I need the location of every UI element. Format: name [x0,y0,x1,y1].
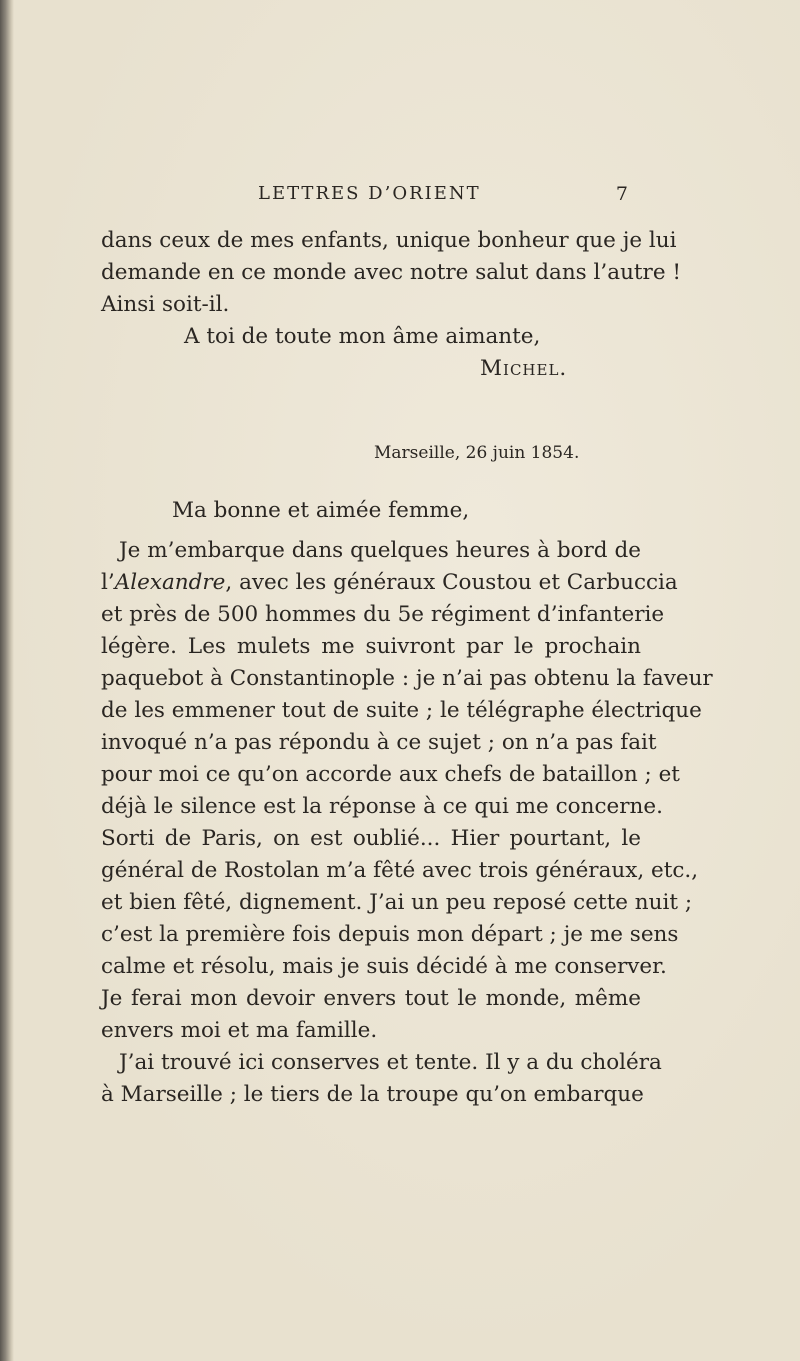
text-line: demande en ce monde avec notre salut dans l’autre ! [101,260,682,285]
page-number: 7 [615,183,628,205]
text-line: Je m’embarque dans quelques heures à bord de [119,538,641,563]
text-line: J’ai trouvé ici conserves et tente. Il y a du choléra [119,1050,662,1075]
text-line: c’est la première fois depuis mon départ ; je me sens [101,922,679,947]
closing-line: A toi de toute mon âme aimante, [184,324,541,349]
text-line: calme et résolu, mais je suis décidé à me conserver. [101,954,667,979]
salutation: Ma bonne et aimée femme, [172,498,470,523]
text-line: Ainsi soit-il. [101,292,230,317]
dateline: Marseille, 26 juin 1854. [374,443,580,463]
running-title: LETTRES D’ORIENT [258,183,481,204]
text-fragment: l’ [101,570,115,595]
text-line: à Marseille ; le tiers de la troupe qu’on embarque [101,1082,644,1107]
text-line [101,568,678,598]
text-line: Sorti de Paris, on est oublié... Hier pourtant, le [101,826,641,851]
text-line: général de Rostolan m’a fêté avec trois généraux, etc., [101,858,699,883]
text-fragment: , avec les généraux Coustou et Carbuccia [225,570,678,595]
signature: Michel. [480,356,568,381]
text-line: pour moi ce qu’on accorde aux chefs de bataillon ; et [101,762,680,787]
text-line: et bien fêté, dignement. J’ai un peu reposé cette nuit ; [101,890,693,915]
text-line: invoqué n’a pas répondu à ce sujet ; on n’a pas fait [101,730,657,755]
text-line: dans ceux de mes enfants, unique bonheur que je lui [101,228,677,253]
ship-name: Alexandre [114,570,226,595]
text-line: légère. Les mulets me suivront par le prochain [101,634,641,659]
text-line: et près de 500 hommes du 5e régiment d’infanterie [101,602,665,627]
running-head [101,183,628,209]
text-line: envers moi et ma famille. [101,1018,378,1043]
text-line: de les emmener tout de suite ; le télégraphe électrique [101,698,702,723]
text-line: déjà le silence est la réponse à ce qui me concerne. [101,794,663,819]
text-line: paquebot à Constantinople : je n’ai pas obtenu la faveur [101,666,713,691]
page-binding-shadow [0,0,14,1361]
text-line: Je ferai mon devoir envers tout le monde, même [101,986,641,1011]
